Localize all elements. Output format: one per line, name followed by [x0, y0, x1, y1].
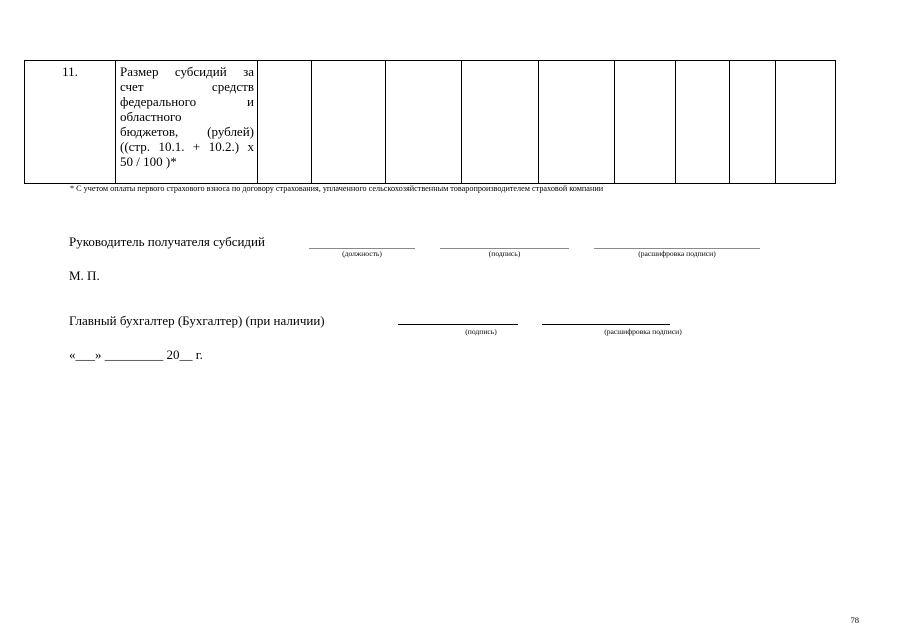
value-cell — [615, 61, 676, 184]
page-number: 78 — [850, 615, 859, 625]
head-signature-label: Руководитель получателя субсидий — [69, 234, 265, 249]
subsidy-table — [24, 60, 836, 184]
value-cell — [462, 61, 539, 184]
description-line: областного — [120, 109, 182, 124]
description-line: счет средств — [120, 79, 254, 94]
value-cell — [386, 61, 462, 184]
head-signature-caption: (подпись) — [488, 249, 521, 258]
table-row — [25, 61, 836, 184]
row-number-cell — [25, 61, 116, 184]
description-line: Размер субсидий за — [120, 64, 254, 79]
head-decoding-caption: (расшифровка подписи) — [638, 249, 716, 258]
value-cell — [776, 61, 836, 184]
accountant-signature-label: Главный бухгалтер (Бухгалтер) (при наличии) — [69, 313, 325, 328]
value-cell — [539, 61, 615, 184]
accountant-signature-line — [398, 324, 518, 325]
value-cell — [730, 61, 776, 184]
description-line: ((стр. 10.1. + 10.2.) х — [120, 139, 254, 154]
accountant-signature-caption: (подпись) — [465, 327, 497, 336]
description-line: 50 / 100 )* — [120, 154, 177, 169]
date-line: «___» _________ 20__ г. — [69, 347, 203, 362]
head-position-caption: (должность) — [342, 249, 382, 258]
value-cell — [258, 61, 312, 184]
description-line: бюджетов, (рублей) — [120, 124, 254, 139]
stamp-place: М. П. — [69, 268, 100, 283]
footnote: * С учетом оплаты первого страхового взноса по договору страхования, уплаченного сельскохозяйственным товаропроизводителем страховой компании — [70, 184, 604, 193]
row-number: 11. — [62, 64, 78, 79]
value-cell — [676, 61, 730, 184]
accountant-decoding-caption: (расшифровка подписи) — [604, 327, 682, 336]
row-description-cell — [116, 61, 258, 184]
accountant-decoding-line — [542, 324, 670, 325]
description-line: федерального и — [120, 94, 254, 109]
value-cell — [312, 61, 386, 184]
